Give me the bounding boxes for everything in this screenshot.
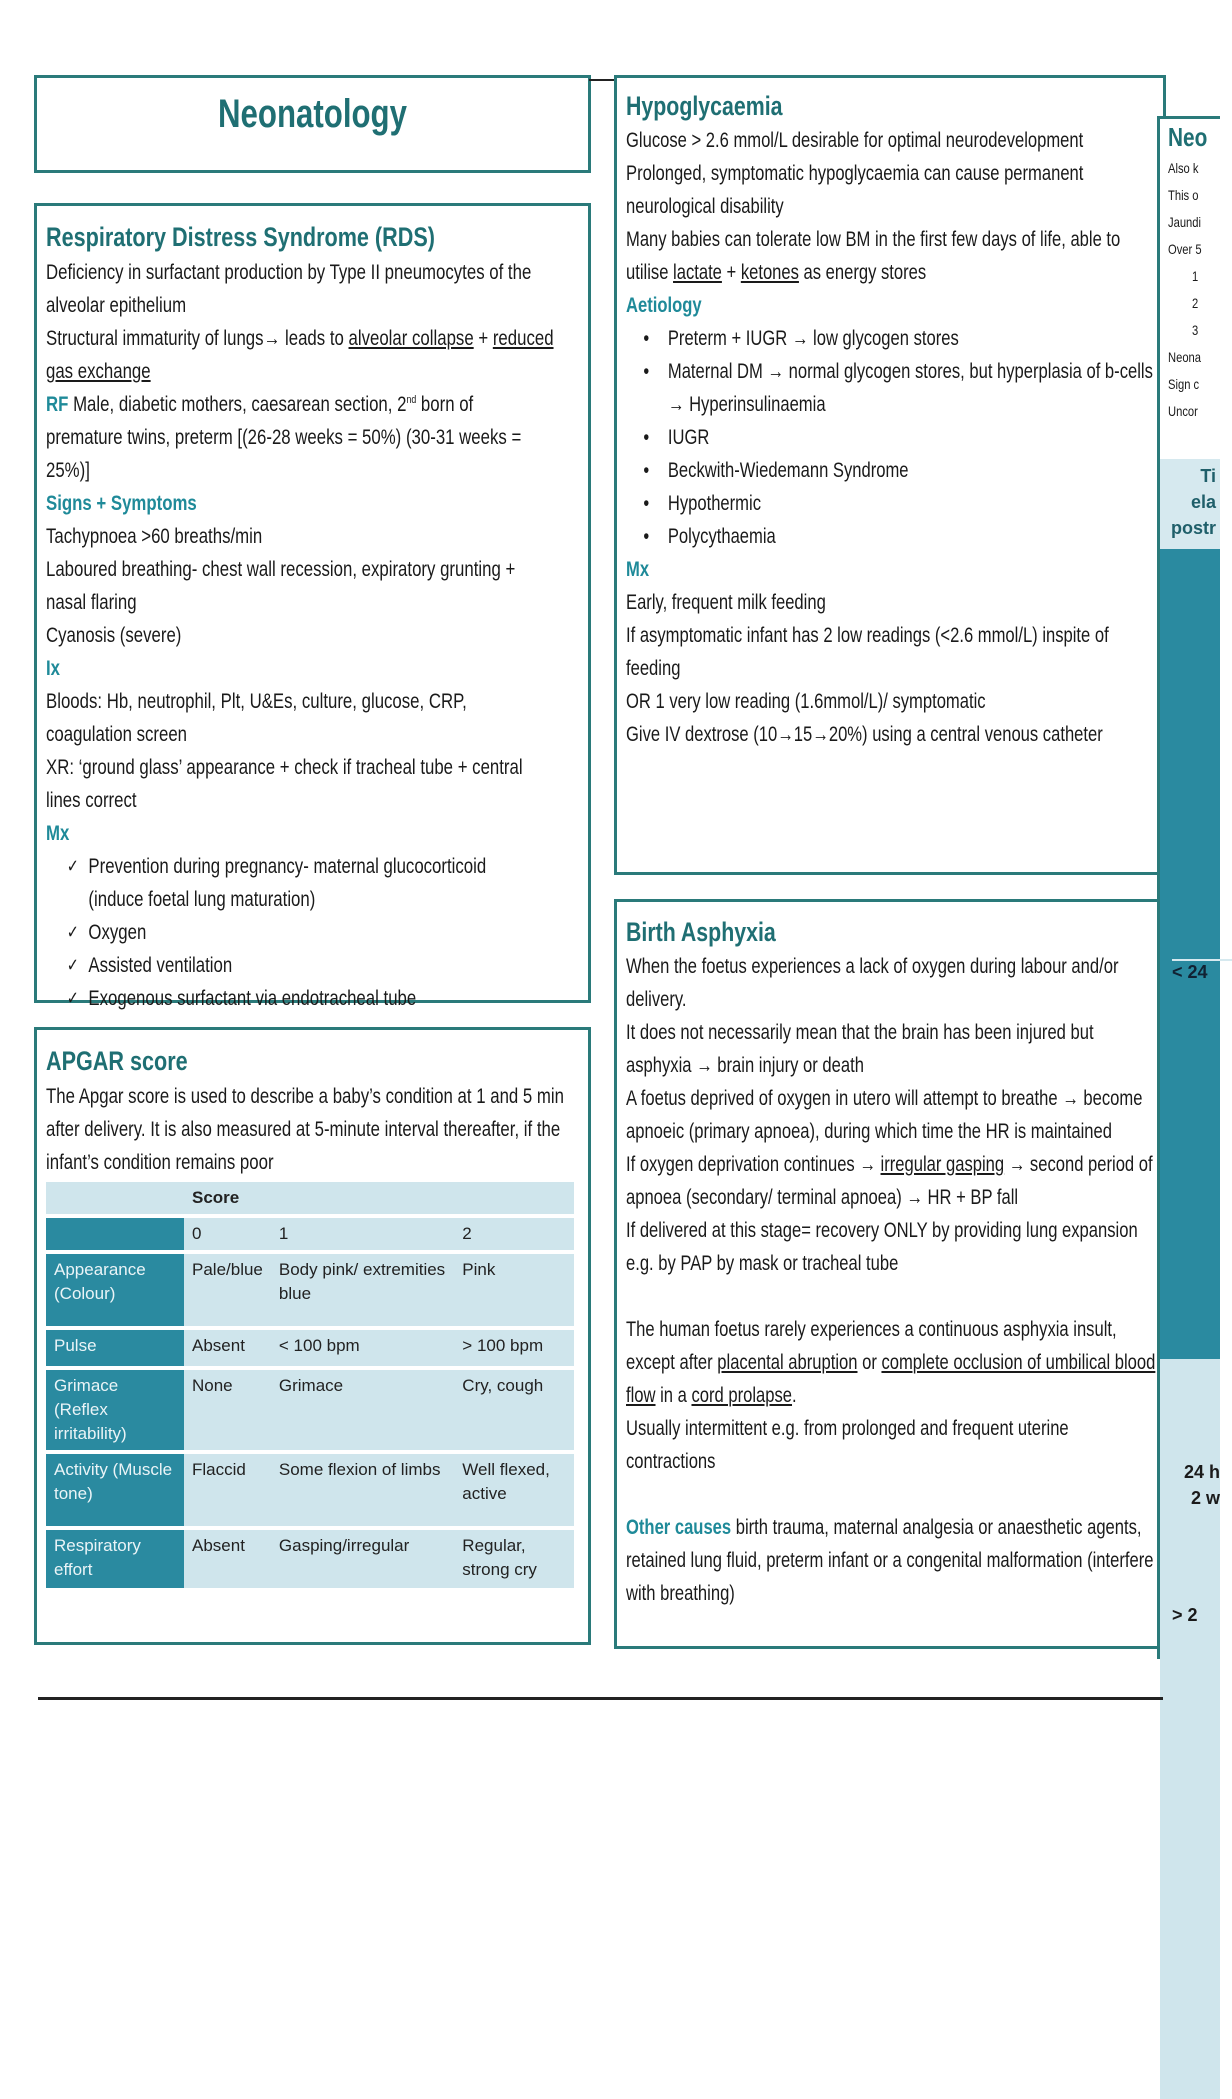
asphyxia-p7: Usually intermittent e.g. from prolonged and frequent uterine contractions [626,1417,1069,1473]
right-table [1160,459,1220,1659]
table-cell: Well flexed, active [454,1454,574,1526]
list-item: • IUGR [626,421,1155,454]
list-item: • Polycythaemia [626,520,1155,553]
bottom-rule [38,1697,1163,1700]
hypo-mx-item: Give IV dextrose (10→15→20%) using a central venous catheter [626,723,1103,746]
list-item: ✓ Exogenous surfactant via endotracheal tube [46,982,514,1015]
hypo-mx-item: If asymptomatic infant has 2 low readings (<2.6 mmol/L) inspite of feeding [626,624,1109,680]
right-num: 1 [1192,268,1199,284]
list-item: • Hypothermic [626,487,1155,520]
table-row [46,1530,574,1588]
apgar-table [46,1178,574,1592]
asphyxia-p3: A foetus deprived of oxygen in utero will attempt to breathe → become apnoeic (primary apnoea), during which time the HR is maintained [626,1087,1143,1143]
row-header: Activity (Muscle tone) [46,1454,184,1526]
score-header: Score [184,1182,574,1214]
title-box [34,75,591,173]
apgar-heading: APGAR score [46,1046,188,1076]
table-cell: Grimace [271,1370,454,1450]
hypo-tolerance: Many babies can tolerate low BM in the first few days of life, able to utilise lactate + ketones as energy stores [626,228,1121,284]
list-item: ✓ Prevention during pregnancy- maternal glucocorticoid (induce foetal lung maturation) [46,850,514,916]
asphyxia-p4: If oxygen deprivation continues → irregular gasping → second period of apnoea (secondary/ terminal apnoea) → HR + BP fall [626,1153,1153,1209]
col-header: 2 [454,1218,574,1250]
table-cell: None [184,1370,271,1450]
right-table-header: Ti ela postr [1160,459,1220,549]
rds-sign: Tachypnoea >60 breaths/min [46,525,263,548]
rds-mx-list [46,850,554,1015]
title-connector [589,79,615,81]
rds-ix-label: Ix [46,657,61,680]
right-line: This o [1168,187,1199,203]
table-cell: Absent [184,1530,271,1588]
table-cell: Pink [454,1254,574,1326]
table-row [46,1218,574,1250]
rds-mx-label: Mx [46,822,70,845]
hypo-mx-item: Early, frequent milk feeding [626,591,826,614]
table-row [46,1254,574,1326]
col-header: 1 [271,1218,454,1250]
rds-risk-factors: RF Male, diabetic mothers, caesarean section, 2nd born of premature twins, preterm [(26-28 weeks = 50%) (30-31 weeks = 25%)] [46,393,522,482]
table-cell: Regular, strong cry [454,1530,574,1588]
rds-ix-item: XR: ‘ground glass’ appearance + check if tracheal tube + central lines correct [46,756,523,812]
right-line: Uncor [1168,403,1198,419]
asphyxia-definition: When the foetus experiences a lack of oxygen during labour and/or delivery. [626,955,1119,1011]
list-item: • Beckwith-Wiedemann Syndrome [626,454,1155,487]
right-row-gt2: > 2 [1172,1605,1198,1625]
table-row [46,1370,574,1450]
table-row [46,1182,574,1214]
table-cell: Absent [184,1330,271,1366]
list-item: ✓ Oxygen [46,916,514,949]
rds-pathophysiology: Structural immaturity of lungs→ leads to alveolar collapse + reduced gas exchange [46,327,554,383]
apgar-box [34,1027,591,1645]
hypo-aetiology-label: Aetiology [626,294,702,317]
row-header: Respiratory effort [46,1530,184,1588]
right-line: Jaundi [1168,214,1202,230]
page-title: Neonatology [218,92,407,136]
birth-asphyxia-box [614,899,1166,1649]
table-row [46,1454,574,1526]
hypo-mx-label: Mx [626,558,650,581]
table-cell: Body pink/ extremities blue [271,1254,454,1326]
row-header: Pulse [46,1330,184,1366]
asphyxia-p6: The human foetus rarely experiences a continuous asphyxia insult, except after placental abruption or complete occlusion of umbilical blood flow in a cord prolapse. [626,1318,1156,1407]
right-row-24h: 24 h 2 w [1160,1359,1220,2099]
right-num: 3 [1192,322,1199,338]
asphyxia-other-causes: Other causes birth trauma, maternal analgesia or anaesthetic agents, retained lung fluid, preterm infant or a congenital malformation (interfere with breathing) [626,1516,1154,1605]
right-line: Sign c [1168,376,1200,392]
table-cell: Pale/blue [184,1254,271,1326]
right-row-lt24: < 24 [1172,959,1232,961]
hypo-mx-item: OR 1 very low reading (1.6mmol/L)/ symptomatic [626,690,986,713]
apgar-intro: The Apgar score is used to describe a baby’s condition at 1 and 5 min after delivery. It is also measured at 5-minute interval thereafter, if the infant’s condition remains poor [46,1085,565,1174]
rds-sign: Cyanosis (severe) [46,624,182,647]
table-row [46,1330,574,1366]
right-num: 2 [1192,295,1199,311]
right-column [1157,116,1220,1659]
row-header: Appearance (Colour) [46,1254,184,1326]
right-heading: Neo [1168,122,1208,152]
rds-box [34,203,591,1010]
right-line: Neona [1168,349,1202,365]
right-line: Also k [1168,160,1199,176]
right-line: Over 5 [1168,241,1202,257]
rds-definition: Deficiency in surfactant production by Type II pneumocytes of the alveolar epithelium [46,261,532,317]
asphyxia-heading: Birth Asphyxia [626,917,776,947]
row-header: Grimace (Reflex irritability) [46,1370,184,1450]
asphyxia-p5: If delivered at this stage= recovery ONLY by providing lung expansion e.g. by PAP by mask or tracheal tube [626,1219,1138,1275]
table-cell: Some flexion of limbs [271,1454,454,1526]
hypo-risk: Prolonged, symptomatic hypoglycaemia can cause permanent neurological disability [626,162,1084,218]
rds-sign: Laboured breathing- chest wall recession, expiratory grunting + nasal flaring [46,558,516,614]
hypo-aetiology-list [626,322,1155,553]
list-item: • Maternal DM → normal glycogen stores, but hyperplasia of b-cells → Hyperinsulinaemia [626,355,1155,421]
list-item: • Preterm + IUGR → low glycogen stores [626,322,1155,355]
hypoglycaemia-box [614,75,1166,875]
list-item: ✓ Assisted ventilation [46,949,514,982]
rds-ix-item: Bloods: Hb, neutrophil, Plt, U&Es, culture, glucose, CRP, coagulation screen [46,690,467,746]
table-cell: Cry, cough [454,1370,574,1450]
col-header: 0 [184,1218,271,1250]
table-cell: Gasping/irregular [271,1530,454,1588]
table-cell: > 100 bpm [454,1330,574,1366]
table-cell: Flaccid [184,1454,271,1526]
asphyxia-p2: It does not necessarily mean that the brain has been injured but asphyxia → brain injury or death [626,1021,1094,1077]
rds-signs-label: Signs + Symptoms [46,492,197,515]
rds-heading: Respiratory Distress Syndrome (RDS) [46,222,435,252]
table-cell: < 100 bpm [271,1330,454,1366]
hypo-heading: Hypoglycaemia [626,91,783,121]
hypo-target: Glucose > 2.6 mmol/L desirable for optimal neurodevelopment [626,129,1084,152]
